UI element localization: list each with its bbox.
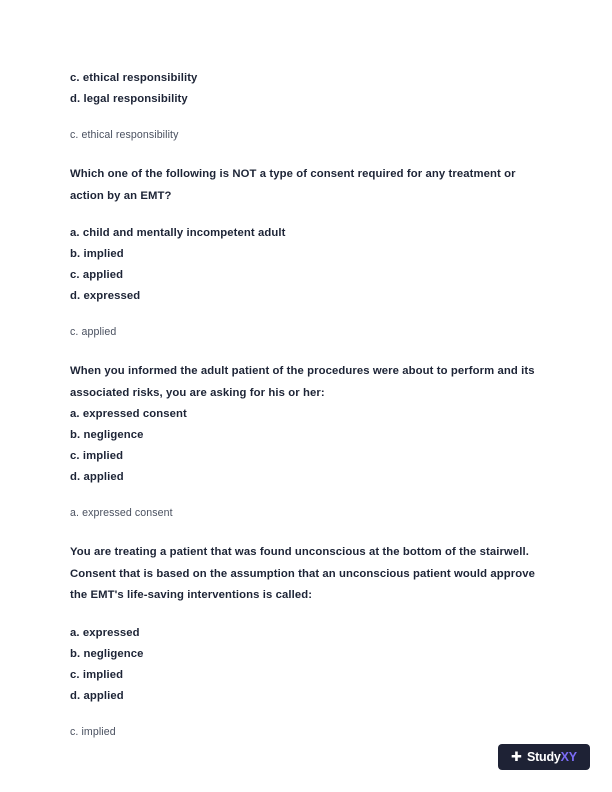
list-item: b. negligence bbox=[70, 429, 144, 441]
divider-space bbox=[70, 522, 542, 542]
list-item: d. expressed bbox=[70, 290, 141, 302]
brand-suffix: XY bbox=[560, 750, 577, 764]
list-item: d. applied bbox=[70, 471, 124, 483]
divider-space bbox=[70, 607, 542, 623]
list-item: d. legal responsibility bbox=[70, 93, 188, 105]
divider-space bbox=[70, 110, 542, 126]
divider-space bbox=[70, 144, 542, 164]
list-item: a. expressed consent bbox=[70, 408, 187, 420]
list-item: b. implied bbox=[70, 248, 124, 260]
answer-text: a. expressed consent bbox=[70, 507, 173, 519]
question-text: When you informed the adult patient of the procedures were about to perform and its associated risks, you are asking for his or her: bbox=[70, 365, 535, 399]
list-item: a. child and mentally incompetent adult bbox=[70, 227, 286, 239]
divider-space bbox=[70, 707, 542, 723]
answer-text: c. ethical responsibility bbox=[70, 129, 179, 141]
divider-space bbox=[70, 207, 542, 223]
list-item: b. negligence bbox=[70, 647, 144, 660]
answer-text: c. implied bbox=[70, 725, 116, 738]
plus-icon: ✚ bbox=[511, 748, 522, 764]
answer-text: c. applied bbox=[70, 326, 117, 338]
document-body bbox=[70, 68, 542, 741]
question-text: You are treating a patient that was found unconscious at the bottom of the stairwell. Consent that is based on the assumption that an unconscious patient would approve the EMT's life-saving interventions is called: bbox=[70, 546, 536, 601]
list-item: c. implied bbox=[70, 450, 124, 462]
brand-prefix: Study bbox=[526, 750, 561, 764]
divider-space bbox=[70, 307, 542, 323]
list-item: a. expressed bbox=[70, 626, 140, 639]
list-item: d. applied bbox=[70, 689, 124, 702]
divider-space bbox=[70, 488, 542, 504]
list-item: c. ethical responsibility bbox=[70, 72, 198, 84]
question-text: Which one of the following is NOT a type of consent required for any treatment or action by an EMT? bbox=[70, 168, 516, 202]
list-item: c. implied bbox=[70, 668, 124, 681]
divider-space bbox=[70, 341, 542, 361]
brand-label bbox=[527, 750, 577, 764]
list-item: c. applied bbox=[70, 269, 124, 281]
studyxy-watermark-badge[interactable] bbox=[498, 744, 590, 770]
